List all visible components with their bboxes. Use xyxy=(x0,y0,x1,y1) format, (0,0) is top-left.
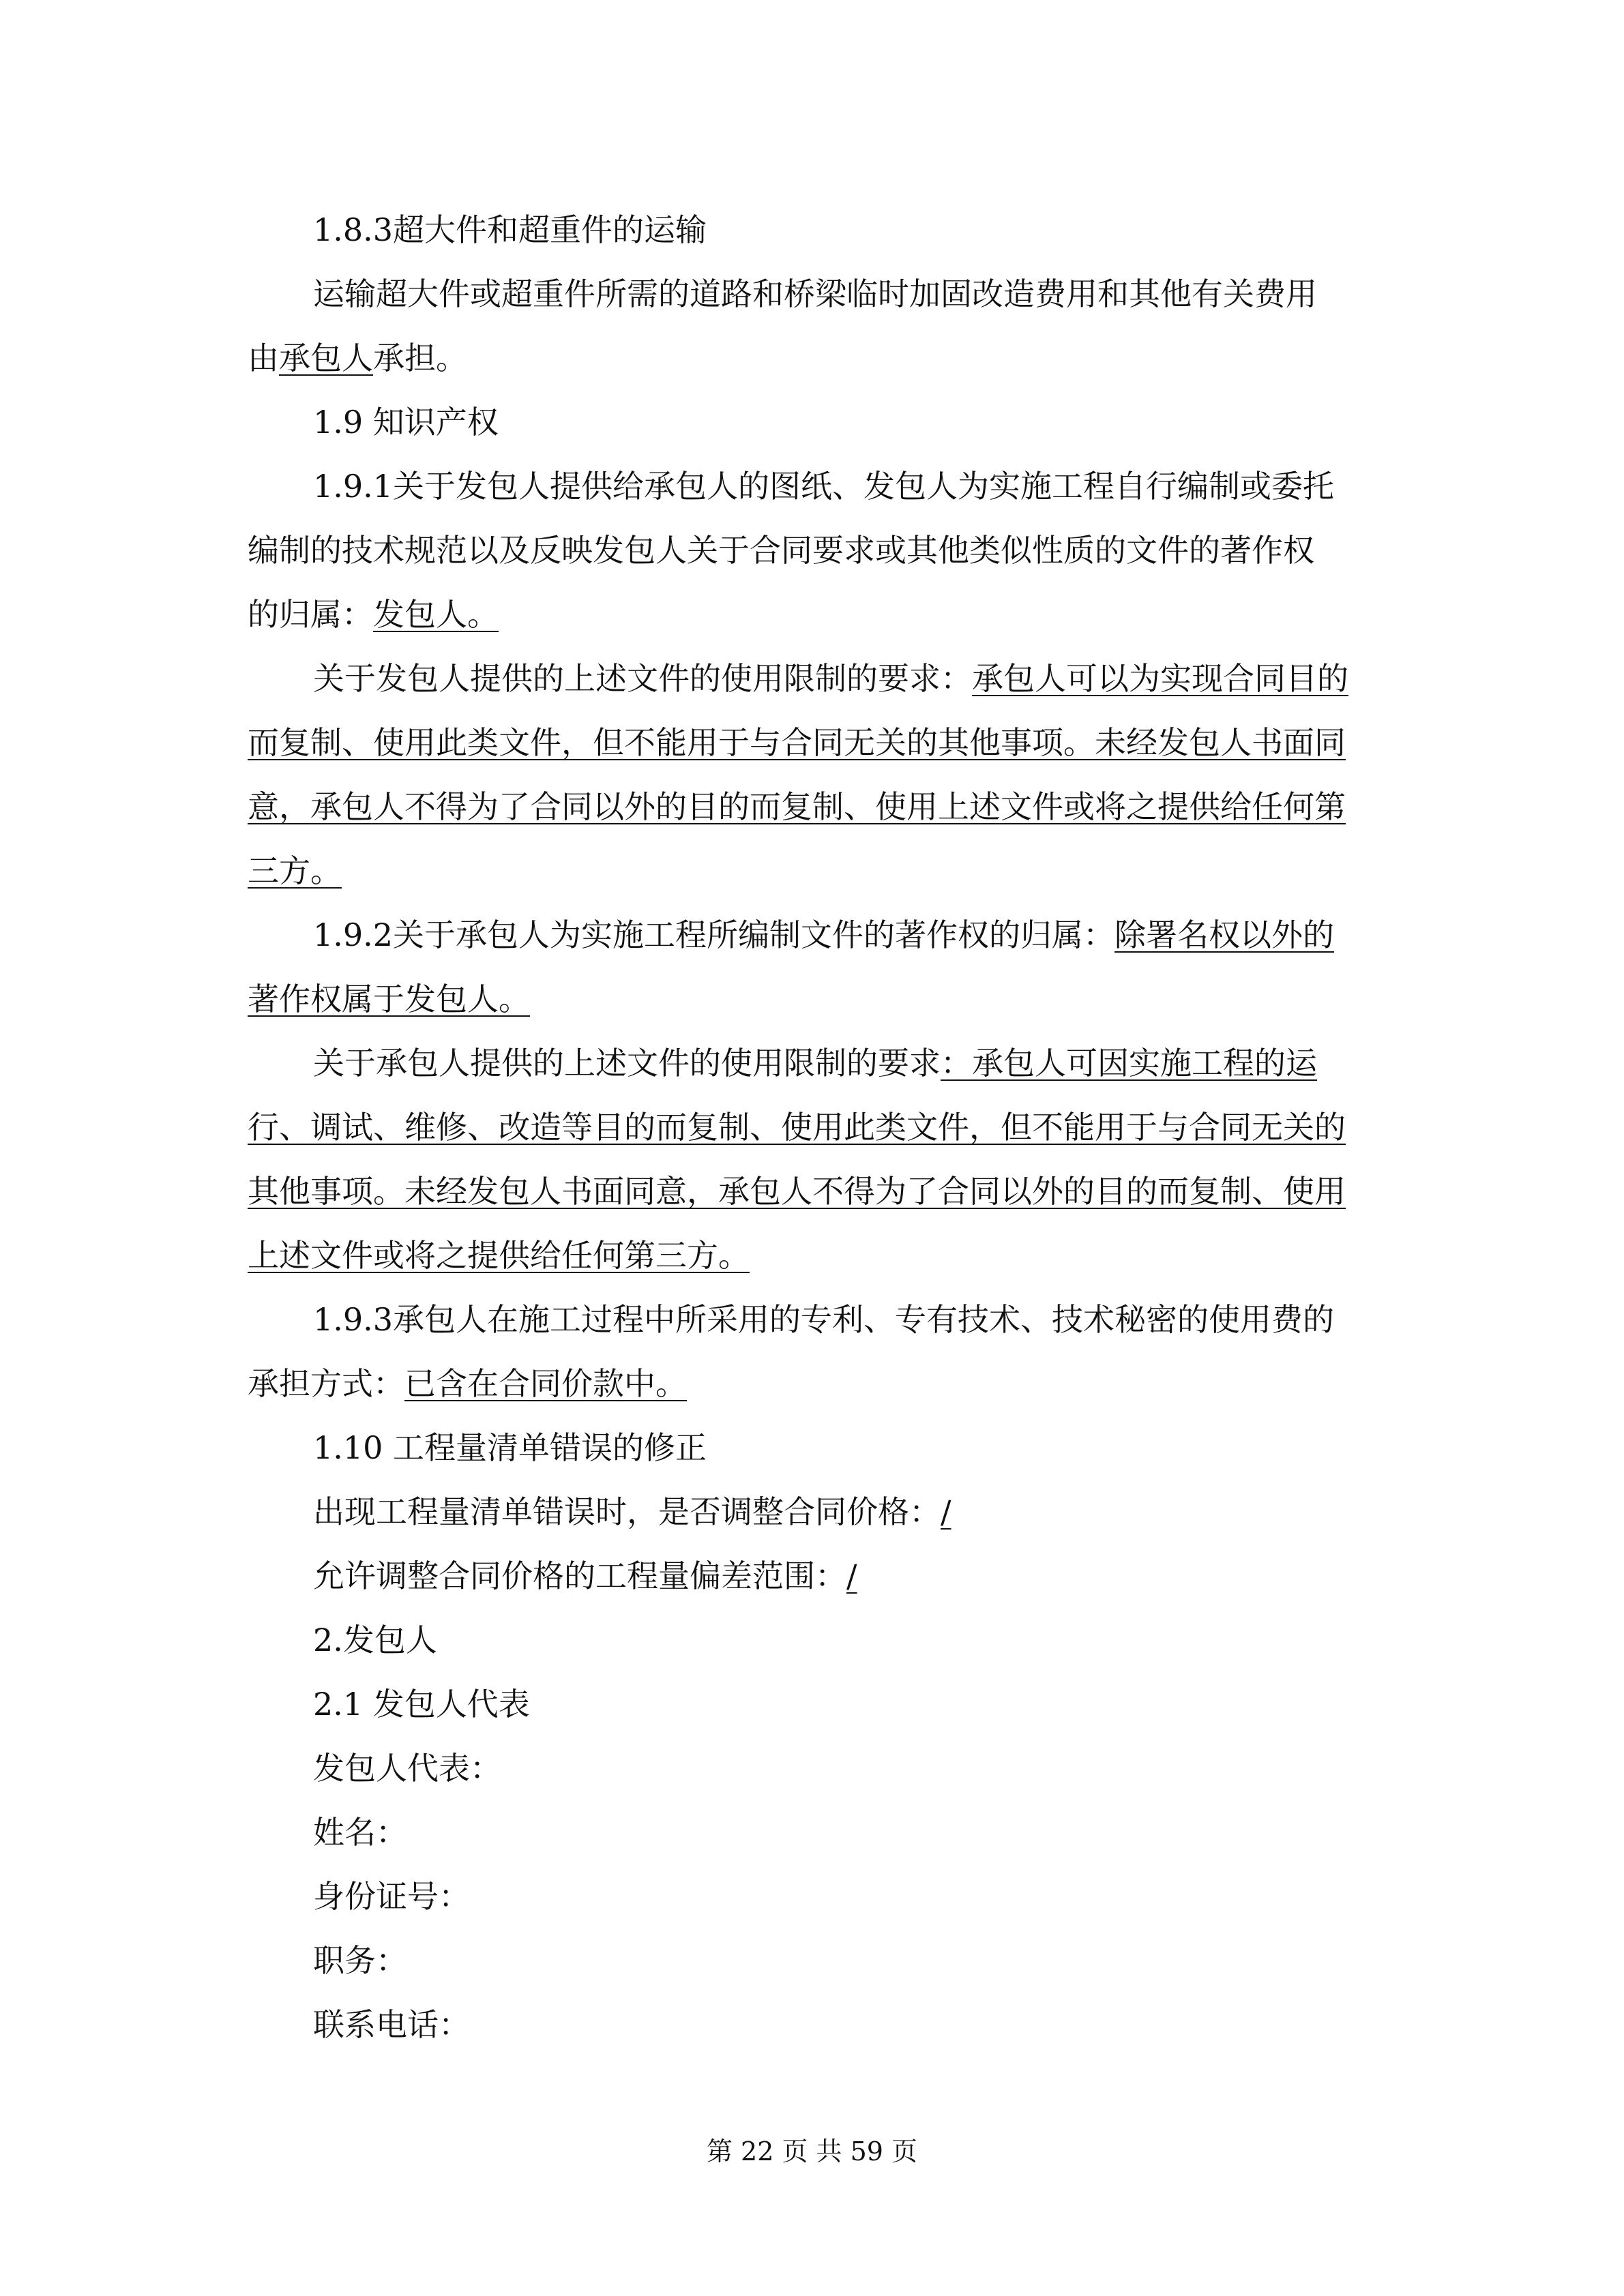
paragraph-lines xyxy=(248,198,1387,2057)
text-run: 的归属： xyxy=(248,596,373,633)
text-line-l29 xyxy=(248,1993,1387,2057)
text-line-l12 xyxy=(248,903,1387,967)
document-body xyxy=(248,198,1387,2057)
text-line-l1 xyxy=(248,198,1387,262)
text-run: 出现工程量清单错误时，是否调整合同价格： xyxy=(313,1493,941,1530)
text-line-l18 xyxy=(248,1287,1387,1352)
text-line-l15 xyxy=(248,1095,1387,1159)
filled-value: 承包人可以为实现合同目的 xyxy=(972,660,1348,697)
text-line-l14 xyxy=(248,1031,1387,1095)
text-run: 由 xyxy=(248,340,279,376)
filled-value: 意，承包人不得为了合同以外的目的而复制、使用上述文件或将之提供给任何第 xyxy=(248,788,1346,825)
text-run: 身份证号： xyxy=(313,1878,470,1915)
text-line-l9 xyxy=(248,711,1387,775)
filled-value: 承包人 xyxy=(279,340,373,376)
filled-value: 而复制、使用此类文件，但不能用于与合同无关的其他事项。未经发包人书面同 xyxy=(248,724,1346,761)
text-line-l24 xyxy=(248,1672,1387,1736)
text-line-l11 xyxy=(248,839,1387,903)
text-run: 允许调整合同价格的工程量偏差范围： xyxy=(313,1557,846,1594)
filled-value: 著作权属于发包人。 xyxy=(248,981,530,1017)
filled-value: 除署名权以外的 xyxy=(1114,916,1335,953)
text-run: 联系电话： xyxy=(313,2006,470,2043)
text-line-l8 xyxy=(248,646,1387,711)
text-line-l28 xyxy=(248,1928,1387,1993)
text-run: 1.9.2关于承包人为实施工程所编制文件的著作权的归属： xyxy=(313,916,1115,953)
text-run: 2.1 发包人代表 xyxy=(313,1686,530,1723)
text-run: 1.10 工程量清单错误的修正 xyxy=(313,1429,707,1466)
text-run: 1.9.3承包人在施工过程中所采用的专利、专有技术、技术秘密的使用费的 xyxy=(313,1301,1335,1338)
filled-value: / xyxy=(941,1493,951,1530)
text-line-l10 xyxy=(248,775,1387,839)
text-line-l3 xyxy=(248,326,1387,390)
text-line-l5 xyxy=(248,454,1387,518)
text-run: 承担。 xyxy=(373,340,467,376)
text-run: 1.9 知识产权 xyxy=(313,404,499,441)
filled-value: 行、调试、维修、改造等目的而复制、使用此类文件，但不能用于与合同无关的 xyxy=(248,1109,1346,1146)
page-footer: 第 22 页 共 59 页 xyxy=(706,2136,918,2166)
text-run: 1.9.1关于发包人提供给承包人的图纸、发包人为实施工程自行编制或委托 xyxy=(313,468,1335,505)
text-run: 姓名： xyxy=(313,1814,407,1851)
text-line-l4 xyxy=(248,390,1387,454)
text-run: 承担方式： xyxy=(248,1365,404,1402)
filled-value: 发包人。 xyxy=(373,596,499,633)
text-run: 编制的技术规范以及反映发包人关于合同要求或其他类似性质的文件的著作权 xyxy=(248,532,1314,569)
text-run: 关于发包人提供的上述文件的使用限制的要求： xyxy=(313,660,972,697)
filled-value: 上述文件或将之提供给任何第三方。 xyxy=(248,1237,750,1274)
text-run: 发包人代表： xyxy=(313,1750,501,1787)
text-line-l21 xyxy=(248,1480,1387,1544)
text-line-l23 xyxy=(248,1608,1387,1672)
text-line-l25 xyxy=(248,1736,1387,1800)
text-line-l26 xyxy=(248,1800,1387,1864)
text-line-l2 xyxy=(248,262,1387,326)
filled-value: 其他事项。未经发包人书面同意，承包人不得为了合同以外的目的而复制、使用 xyxy=(248,1173,1346,1210)
text-line-l13 xyxy=(248,967,1387,1031)
text-line-l7 xyxy=(248,582,1387,646)
filled-value: ：承包人可因实施工程的运 xyxy=(941,1045,1317,1082)
text-line-l20 xyxy=(248,1416,1387,1480)
filled-value: 三方。 xyxy=(248,852,342,889)
text-line-l19 xyxy=(248,1352,1387,1416)
text-run: 运输超大件或超重件所需的道路和桥梁临时加固改造费用和其他有关费用 xyxy=(313,275,1317,312)
filled-value: 已含在合同价款中。 xyxy=(404,1365,687,1402)
text-run: 关于承包人提供的上述文件的使用限制的要求 xyxy=(313,1045,941,1082)
text-line-l27 xyxy=(248,1864,1387,1928)
text-line-l22 xyxy=(248,1544,1387,1608)
text-line-l16 xyxy=(248,1159,1387,1223)
text-run: 2.发包人 xyxy=(313,1622,437,1658)
text-line-l17 xyxy=(248,1223,1387,1287)
text-run: 1.8.3超大件和超重件的运输 xyxy=(313,211,707,248)
filled-value: / xyxy=(846,1557,857,1594)
text-line-l6 xyxy=(248,518,1387,582)
text-run: 职务： xyxy=(313,1942,407,1979)
